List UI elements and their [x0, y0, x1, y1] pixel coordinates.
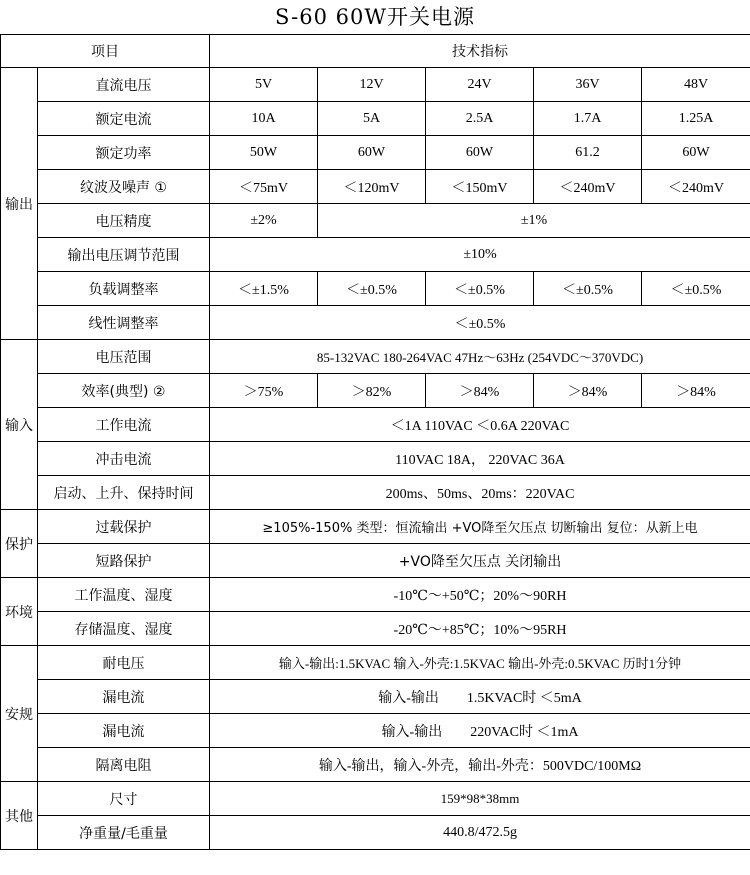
row-label: 漏电流: [38, 680, 210, 714]
cell-value: 24V: [426, 68, 534, 102]
table-row: [1, 748, 750, 782]
cell-value: ＞82%: [318, 374, 426, 408]
cell-value: 输入-输出:1.5KVAC 输入-外壳:1.5KVAC 输出-外壳:0.5KVAC 历时1分钟: [210, 646, 750, 680]
cell-value: 61.2: [534, 136, 642, 170]
cell-value: ＞84%: [426, 374, 534, 408]
cell-value: ＜±0.5%: [426, 272, 534, 306]
header-spec: 技术指标: [210, 35, 750, 68]
row-label: 额定功率: [38, 136, 210, 170]
cell-value: 36V: [534, 68, 642, 102]
table-row: [1, 612, 750, 646]
row-label: 电压精度: [38, 204, 210, 238]
cell-value: 85-132VAC 180-264VAC 47Hz～63Hz (254VDC～370VDC): [210, 340, 750, 374]
cell-value: 200ms、50ms、20ms：220VAC: [210, 476, 750, 510]
cell-value: 输入-输出，输入-外壳，输出-外壳：500VDC/100MΩ: [210, 748, 750, 782]
cell-value: ＞84%: [642, 374, 750, 408]
cell-value: -20℃～+85℃；10%～95RH: [210, 612, 750, 646]
cell-value: 60W: [642, 136, 750, 170]
cell-value: ≥105%-150% 类型：恒流输出 +VO降至欠压点 切断输出 复位：从新上电: [210, 510, 750, 544]
cell-value: -10℃～+50℃；20%～90RH: [210, 578, 750, 612]
cell-value: 输入-输出 220VAC时 ＜1mA: [210, 714, 750, 748]
table-row: [1, 782, 750, 816]
category-safety: 安规: [1, 646, 38, 782]
cell-value: 440.8/472.5g: [210, 816, 750, 850]
cell-value: 5A: [318, 102, 426, 136]
cell-value: ＞84%: [534, 374, 642, 408]
category-other: 其他: [1, 782, 38, 850]
row-label: 短路保护: [38, 544, 210, 578]
cell-value: 5V: [210, 68, 318, 102]
cell-value: ＞75%: [210, 374, 318, 408]
table-row: [1, 408, 750, 442]
cell-value: ±10%: [210, 238, 750, 272]
table-row: [1, 544, 750, 578]
row-label: 电压范围: [38, 340, 210, 374]
category-output: 输出: [1, 68, 38, 340]
cell-value: +VO降至欠压点 关闭输出: [210, 544, 750, 578]
row-label: 尺寸: [38, 782, 210, 816]
cell-value: ＜75mV: [210, 170, 318, 204]
category-protection: 保护: [1, 510, 38, 578]
cell-value: 50W: [210, 136, 318, 170]
row-label: 耐电压: [38, 646, 210, 680]
table-row: [1, 306, 750, 340]
row-label: 直流电压: [38, 68, 210, 102]
table-row: [1, 136, 750, 170]
row-label: 隔离电阻: [38, 748, 210, 782]
table-row: [1, 204, 750, 238]
cell-value: 60W: [426, 136, 534, 170]
cell-value: 1.25A: [642, 102, 750, 136]
table-row: [1, 340, 750, 374]
cell-value: 110VAC 18A， 220VAC 36A: [210, 442, 750, 476]
row-label: 漏电流: [38, 714, 210, 748]
cell-value: ±2%: [210, 204, 318, 238]
cell-value: 2.5A: [426, 102, 534, 136]
row-label: 净重量/毛重量: [38, 816, 210, 850]
row-label: 存储温度、湿度: [38, 612, 210, 646]
category-environment: 环境: [1, 578, 38, 646]
table-row: [1, 374, 750, 408]
cell-value: 159*98*38mm: [210, 782, 750, 816]
row-label: 过载保护: [38, 510, 210, 544]
cell-value: 60W: [318, 136, 426, 170]
table-row: [1, 578, 750, 612]
table-row: [1, 476, 750, 510]
table-row: [1, 102, 750, 136]
cell-value: ＜±0.5%: [318, 272, 426, 306]
table-row: [1, 646, 750, 680]
cell-value: ＜±0.5%: [642, 272, 750, 306]
cell-value: ＜1A 110VAC ＜0.6A 220VAC: [210, 408, 750, 442]
table-row: [1, 238, 750, 272]
cell-value: 1.7A: [534, 102, 642, 136]
row-label: 冲击电流: [38, 442, 210, 476]
table-row: [1, 714, 750, 748]
row-label: 额定电流: [38, 102, 210, 136]
cell-value: ＜±0.5%: [210, 306, 750, 340]
cell-value: ＜±1.5%: [210, 272, 318, 306]
table-row: [1, 816, 750, 850]
spec-table: [0, 34, 750, 850]
row-label: 效率(典型) ②: [38, 374, 210, 408]
row-label: 工作温度、湿度: [38, 578, 210, 612]
cell-value: ＜240mV: [534, 170, 642, 204]
row-label: 工作电流: [38, 408, 210, 442]
header-item: 项目: [1, 35, 210, 68]
cell-value: ＜240mV: [642, 170, 750, 204]
table-row: [1, 510, 750, 544]
page-title: S-60 60W开关电源: [275, 5, 475, 29]
row-label: 纹波及噪声 ①: [38, 170, 210, 204]
table-row: [1, 272, 750, 306]
row-label: 启动、上升、保持时间: [38, 476, 210, 510]
table-row: [1, 170, 750, 204]
row-label: 线性调整率: [38, 306, 210, 340]
row-label: 负载调整率: [38, 272, 210, 306]
table-row: [1, 68, 750, 102]
cell-value: 10A: [210, 102, 318, 136]
cell-value: ＜±0.5%: [534, 272, 642, 306]
cell-value: ±1%: [318, 204, 750, 238]
category-input: 输入: [1, 340, 38, 510]
cell-value: 输入-输出 1.5KVAC时 ＜5mA: [210, 680, 750, 714]
cell-value: 48V: [642, 68, 750, 102]
row-label: 输出电压调节范围: [38, 238, 210, 272]
cell-value: ＜120mV: [318, 170, 426, 204]
table-row: [1, 680, 750, 714]
cell-value: ＜150mV: [426, 170, 534, 204]
cell-value: 12V: [318, 68, 426, 102]
table-header-row: [1, 35, 750, 68]
table-row: [1, 442, 750, 476]
